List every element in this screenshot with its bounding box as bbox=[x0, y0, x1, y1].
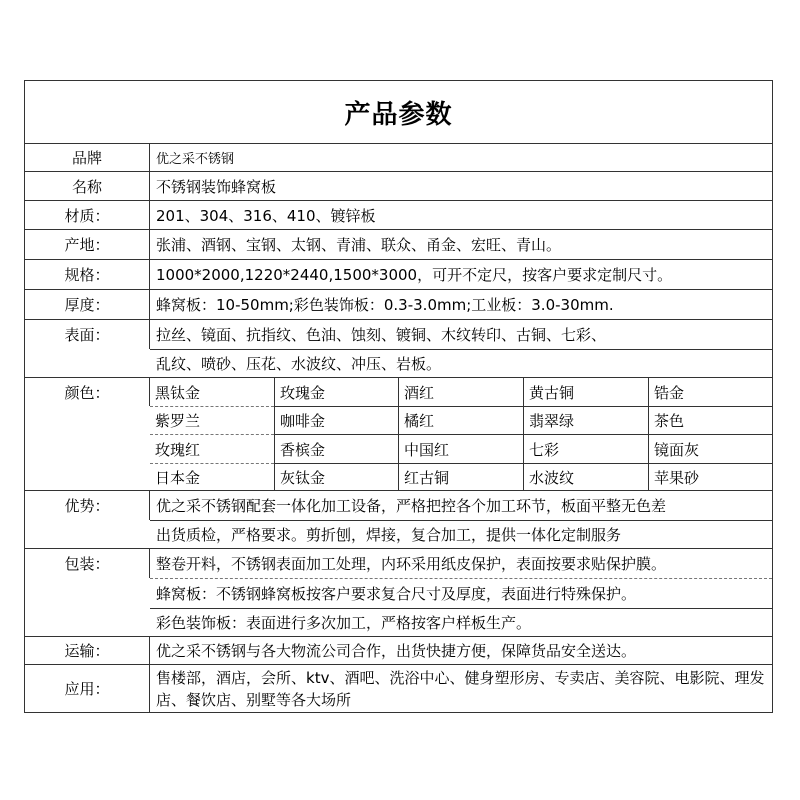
color-cell: 橘红 bbox=[398, 406, 523, 434]
color-cell: 七彩 bbox=[523, 434, 648, 463]
row-thickness bbox=[25, 289, 772, 319]
row-value-line-2: 出货质检，严格要求。剪折刨，焊接，复合加工，提供一体化定制服务 bbox=[156, 526, 622, 544]
color-cell: 玫瑰金 bbox=[274, 378, 398, 406]
row-color bbox=[25, 377, 772, 490]
row-advantage bbox=[25, 490, 772, 548]
row-value-line-1: 整卷开料，不锈钢表面加工处理，内环采用纸皮保护，表面按要求贴保护膜。 bbox=[156, 555, 667, 573]
row-label: 颜色： bbox=[25, 378, 150, 406]
color-cell: 红古铜 bbox=[398, 463, 523, 491]
color-cell: 黄古铜 bbox=[523, 378, 648, 406]
color-cell: 茶色 bbox=[648, 406, 773, 434]
row-value-line-1: 优之采不锈钢配套一体化加工设备，严格把控各个加工环节，板面平整无色差 bbox=[156, 497, 667, 515]
color-cell: 玫瑰红 bbox=[150, 434, 274, 463]
row-value: 不锈钢装饰蜂窝板 bbox=[156, 177, 277, 196]
color-cell: 黑钛金 bbox=[155, 383, 201, 402]
color-cell: 紫罗兰 bbox=[150, 406, 274, 434]
color-cell: 灰钛金 bbox=[274, 463, 398, 491]
color-cell: 咖啡金 bbox=[274, 406, 398, 434]
row-packaging bbox=[25, 548, 772, 636]
row-value: 1000*2000,1220*2440,1500*3000，可开不定尺，按客户要求定制尺寸。 bbox=[156, 266, 673, 284]
row-label: 名称 bbox=[25, 172, 150, 200]
row-value: 蜂窝板：10-50mm;彩色装饰板：0.3-3.0mm;工业板：3.0-30mm. bbox=[156, 296, 614, 314]
row-brand bbox=[25, 143, 772, 171]
row-name bbox=[25, 171, 772, 200]
row-label: 运输： bbox=[25, 637, 150, 664]
row-label: 品牌 bbox=[25, 144, 150, 171]
row-value: 售楼部，酒店，会所、ktv、酒吧、洗浴中心、健身塑形房、专卖店、美容院、电影院、理发店、餐饮店、别墅等各大场所 bbox=[156, 668, 765, 709]
color-grid bbox=[150, 378, 772, 490]
row-value-line-3: 彩色装饰板：表面进行多次加工，严格按客户样板生产。 bbox=[156, 614, 532, 632]
row-spec bbox=[25, 259, 772, 289]
color-cell: 苹果砂 bbox=[648, 463, 773, 491]
row-label: 应用： bbox=[25, 665, 150, 712]
color-cell: 锆金 bbox=[648, 378, 773, 406]
color-cell: 水波纹 bbox=[523, 463, 648, 491]
row-surface bbox=[25, 319, 772, 377]
row-label: 规格： bbox=[25, 260, 150, 289]
color-cell: 酒红 bbox=[398, 378, 523, 406]
row-value-line-1: 拉丝、镜面、抗指纹、色油、蚀刻、镀铜、木纹转印、古铜、七彩、 bbox=[156, 326, 607, 344]
row-material bbox=[25, 200, 772, 229]
color-cell: 日本金 bbox=[150, 463, 274, 491]
row-label: 包装： bbox=[25, 549, 150, 578]
row-value-line-2: 乱纹、喷砂、压花、水波纹、冲压、岩板。 bbox=[156, 355, 442, 373]
color-cell: 翡翠绿 bbox=[523, 406, 648, 434]
row-label: 表面： bbox=[25, 320, 150, 349]
color-cell: 香槟金 bbox=[274, 434, 398, 463]
row-value-line-2: 蜂窝板：不锈钢蜂窝板按客户要求复合尺寸及厚度，表面进行特殊保护。 bbox=[156, 584, 637, 603]
row-origin bbox=[25, 229, 772, 259]
color-cell: 镜面灰 bbox=[648, 434, 773, 463]
table-title: 产品参数 bbox=[25, 81, 772, 144]
row-value: 优之采不锈钢与各大物流公司合作，出货快捷方便，保障货品安全送达。 bbox=[156, 642, 637, 660]
row-value: 张浦、酒钢、宝钢、太钢、青浦、联众、甬金、宏旺、青山。 bbox=[156, 236, 562, 254]
row-label: 厚度： bbox=[25, 290, 150, 319]
row-application bbox=[25, 664, 772, 712]
row-value: 201、304、316、410、镀锌板 bbox=[156, 206, 376, 225]
color-cell: 中国红 bbox=[398, 434, 523, 463]
row-label: 优势： bbox=[25, 491, 150, 520]
row-transport bbox=[25, 636, 772, 664]
row-label: 材质： bbox=[25, 201, 150, 229]
row-value: 优之采不锈钢 bbox=[156, 152, 235, 167]
product-parameter-table bbox=[24, 80, 773, 713]
row-label: 产地： bbox=[25, 230, 150, 259]
